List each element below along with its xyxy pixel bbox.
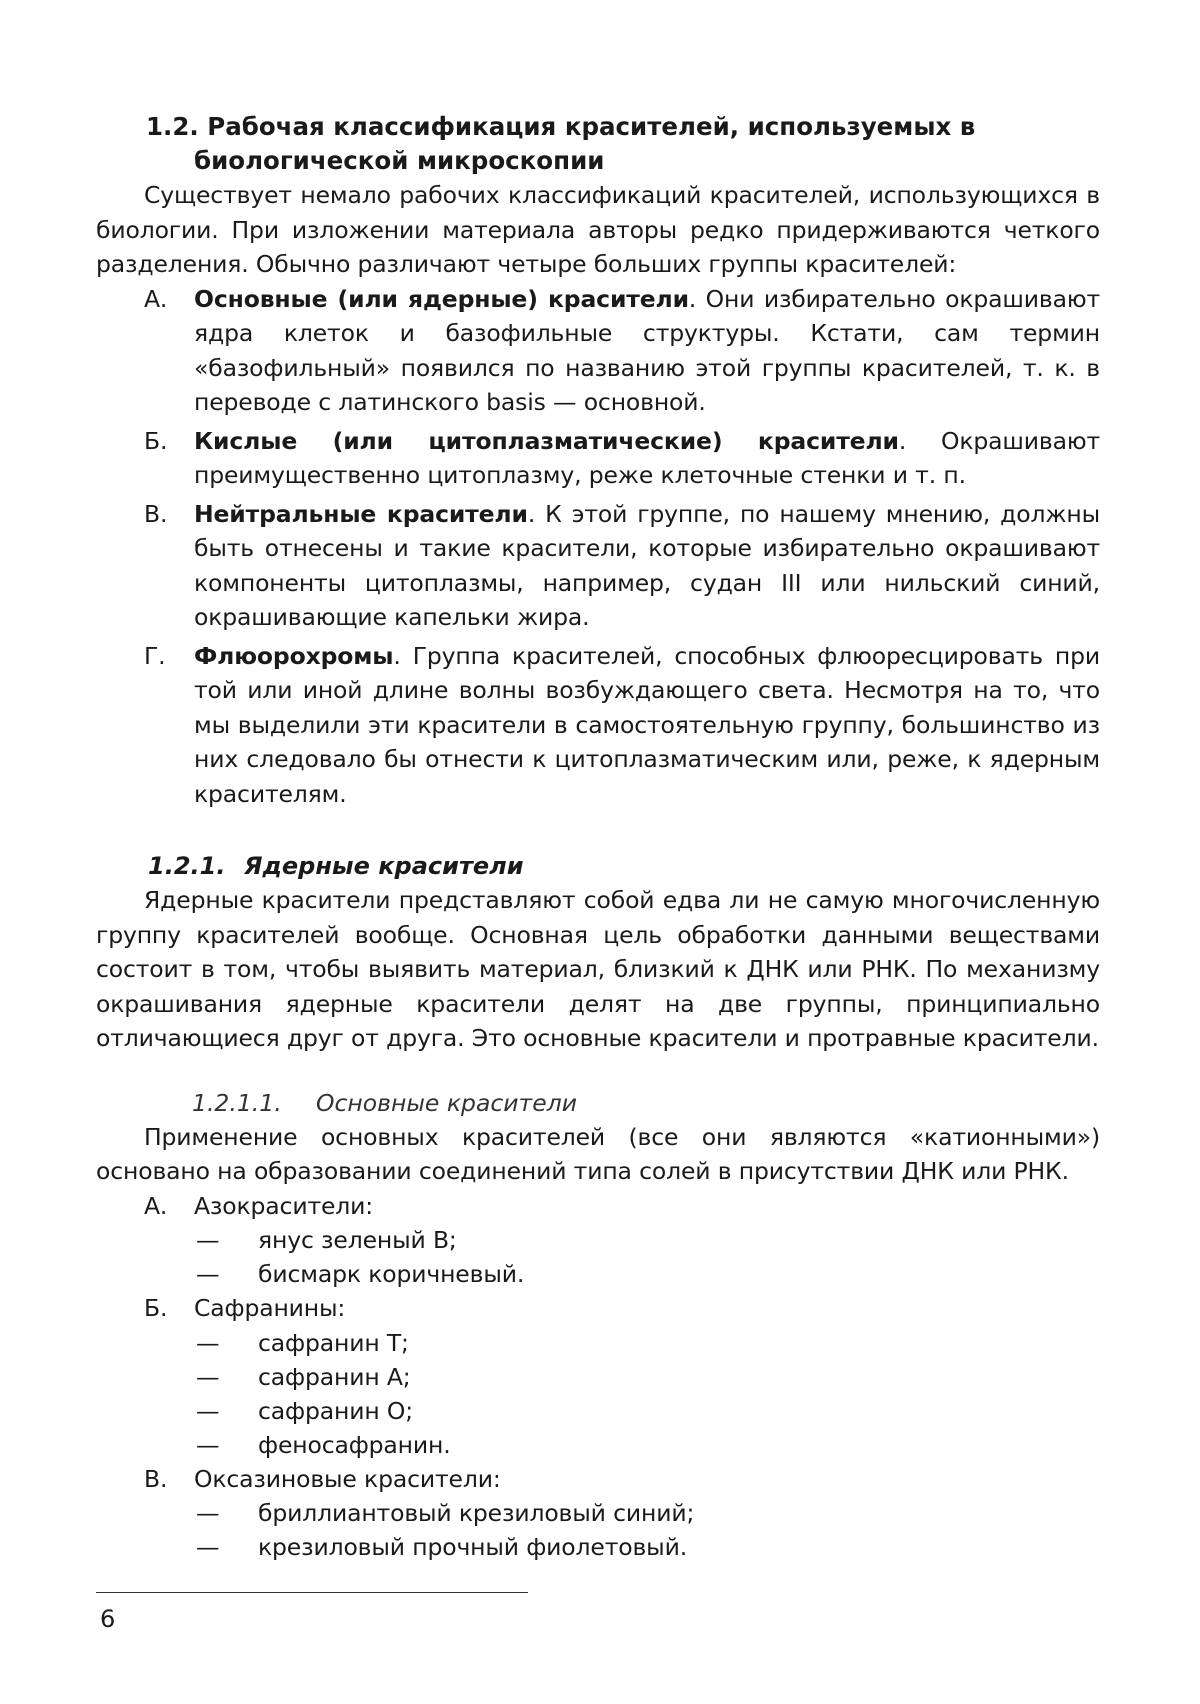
subsection-text: Ядерные красители представляют собой едва ли не самую многочисленную группу красителей вообще. Основная цель обработки данными веществами состоит в том, чтобы выявить материал, близкий к ДНК или РНК. По механизму окрашивания ядерные красители делят на две группы, принципиально отличающиеся друг от друга. Это основные красители и протравные красители. [96, 886, 1100, 1052]
subsection-title: Ядерные красители [244, 852, 524, 880]
list-marker: А. [144, 284, 168, 313]
section-intro: Существует немало рабочих классификаций красителей, использующихся в биологии. При изложении материала авторы редко придерживаются четкого разделения. Обычно различают четыре больших группы красителей: [96, 181, 1100, 278]
dash-marker: — [196, 1226, 220, 1254]
list-item [194, 1360, 1100, 1394]
dye-sublist [194, 1223, 1100, 1291]
list-marker: Г. [144, 641, 166, 670]
list-item [194, 1496, 1100, 1530]
dye-name: феносафранин. [258, 1430, 451, 1459]
subsubsection-heading [96, 1086, 1100, 1120]
dash-marker: — [196, 1499, 220, 1527]
dash-marker: — [196, 1430, 220, 1459]
dye-name: сафранин О; [258, 1396, 413, 1425]
dash-marker: — [196, 1396, 220, 1425]
dash-marker: — [196, 1260, 220, 1288]
group-text: . Они избирательно окрашивают ядра клеток и базофильные структуры. Кстати, сам термин «базофильный» появился по названию этой группы красителей, т. к. в переводе с латинского basis — основной. [194, 284, 1100, 416]
dye-sublist [194, 1326, 1100, 1462]
group-term: Нейтральные красители [194, 499, 528, 528]
list-marker: Б. [144, 1294, 168, 1322]
subsubsection-text: Применение основных красителей (все они являются «катионными») основано на образовании соединений типа солей в присутствии ДНК или РНК. [96, 1122, 1100, 1185]
group-term: Флюорохромы [194, 641, 394, 670]
list-item [96, 282, 1100, 420]
list-marker: В. [144, 499, 168, 528]
subsubsection-title: Основные красители [316, 1088, 578, 1117]
list-marker: Б. [144, 426, 168, 455]
dye-name: сафранин А; [258, 1362, 411, 1391]
basic-dyes-list [96, 1189, 1100, 1565]
list-item [96, 1291, 1100, 1462]
list-item [194, 1394, 1100, 1428]
list-item [194, 1530, 1100, 1564]
list-item [96, 1462, 1100, 1565]
dye-name: бриллиантовый крезиловый синий; [258, 1499, 695, 1527]
group-text: . Окрашивают преимущественно цитоплазму, реже клеточные стенки и т. п. [194, 426, 1100, 489]
page-body [96, 110, 1100, 1564]
subsubsection-number: 1.2.1.1. [192, 1088, 282, 1117]
group-term: Кислые (или цитоплазматические) красители [194, 426, 899, 455]
list-item [96, 497, 1100, 635]
dye-name: бисмарк коричневый. [258, 1260, 525, 1288]
group-text: . Группа красителей, способных флюоресцировать при той или иной длине волны возбуждающего света. Несмотря на то, что мы выделили эти красители в самостоятельную группу, большинство из них следовало бы отнести к цитоплазматическим или, реже, к ядерным красителям. [194, 641, 1100, 808]
subsection-number: 1.2.1. [148, 852, 226, 880]
group-label: Азокрасители: [194, 1191, 374, 1220]
group-text: . К этой группе, по нашему мнению, должны быть отнесены и такие красители, которые избирательно окрашивают компоненты цитоплазмы, например, судан III или нильский синий, окрашивающие капельки жира. [194, 499, 1100, 631]
list-item [194, 1326, 1100, 1360]
list-item [96, 639, 1100, 812]
dash-marker: — [196, 1328, 220, 1357]
dye-name: янус зеленый В; [258, 1226, 457, 1254]
dye-sublist [194, 1496, 1100, 1564]
group-label: Сафранины: [194, 1294, 346, 1322]
list-item [96, 424, 1100, 493]
page-number: 6 [100, 1605, 116, 1633]
list-item [194, 1257, 1100, 1291]
dye-groups-list [96, 282, 1100, 812]
subsection-heading [96, 849, 1100, 883]
list-marker: А. [144, 1191, 168, 1220]
dye-name: сафранин Т; [258, 1328, 409, 1357]
footnote-rule [96, 1592, 528, 1593]
list-item [194, 1223, 1100, 1257]
dye-name: крезиловый прочный фиолетовый. [258, 1533, 688, 1561]
group-label: Оксазиновые красители: [194, 1464, 501, 1493]
dash-marker: — [196, 1533, 220, 1561]
list-item [194, 1428, 1100, 1462]
list-marker: В. [144, 1464, 168, 1493]
list-item [96, 1189, 1100, 1292]
group-term: Основные (или ядерные) красители [194, 284, 689, 313]
dash-marker: — [196, 1362, 220, 1391]
section-heading: 1.2. Рабочая классификация красителей, используемых в биологической микроскопии [146, 112, 976, 175]
